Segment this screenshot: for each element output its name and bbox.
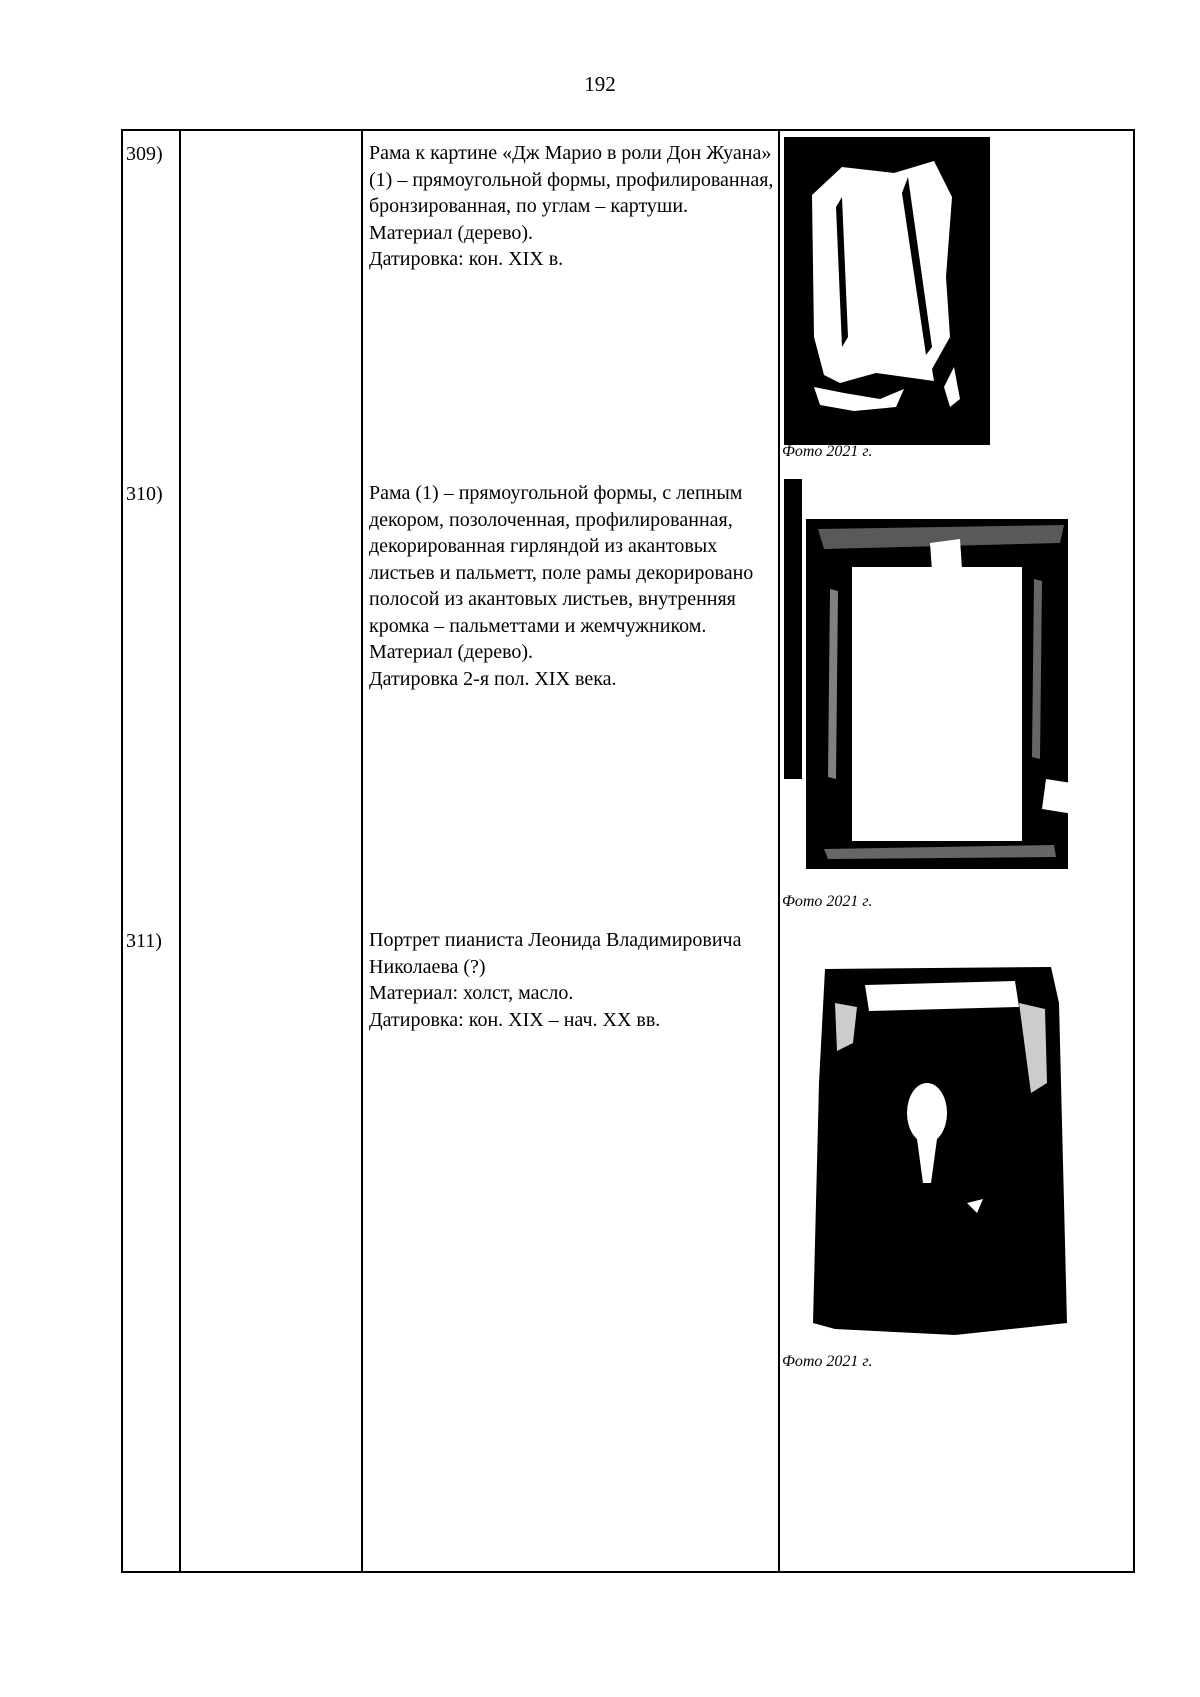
photo-caption: Фото 2021 г. — [782, 893, 873, 910]
frame-photo — [784, 479, 1096, 883]
column-divider — [361, 131, 363, 1571]
description-line: Рама (1) – прямоугольной формы, с лепным декором, позолоченная, профилированная, декорированная гирляндой из акантовых листьев и пальметт, поле рамы декорировано полосой из акантовых листьев, внутренняя кромка – пальметтами и жемчужником. — [369, 482, 754, 637]
entry-number: 310) — [126, 483, 163, 505]
photo-caption: Фото 2021 г. — [782, 1353, 873, 1370]
frame-photo — [784, 137, 990, 445]
photo-caption: Фото 2021 г. — [782, 443, 873, 460]
description-line: Рама к картине «Дж Марио в роли Дон Жуана» (1) – прямоугольной формы, профилированная, бронзированная, по углам – картуши. — [369, 142, 774, 217]
description-line: Датировка: кон. XIX – нач. XX вв. — [369, 1008, 661, 1031]
description-line: Датировка 2-я пол. XIX века. — [369, 667, 617, 690]
column-divider — [179, 131, 181, 1571]
entry-number: 311) — [126, 930, 162, 952]
entry-number: 309) — [126, 143, 163, 165]
description-line: Материал (дерево). — [369, 641, 534, 663]
description-line: Материал (дерево). — [369, 221, 534, 244]
description-line: Портрет пианиста Леонида Владимировича Николаева (?) — [369, 929, 742, 978]
entry-description — [367, 927, 779, 1033]
portrait-photo — [805, 963, 1071, 1343]
column-divider — [778, 131, 780, 1571]
description-line: Датировка: кон. XIX в. — [369, 248, 564, 270]
description-line: Материал: холст, масло. — [369, 982, 574, 1004]
entry-description — [367, 140, 779, 273]
catalog-table — [121, 129, 1135, 1573]
page-number: 192 — [584, 72, 616, 96]
entry-description — [367, 480, 779, 692]
